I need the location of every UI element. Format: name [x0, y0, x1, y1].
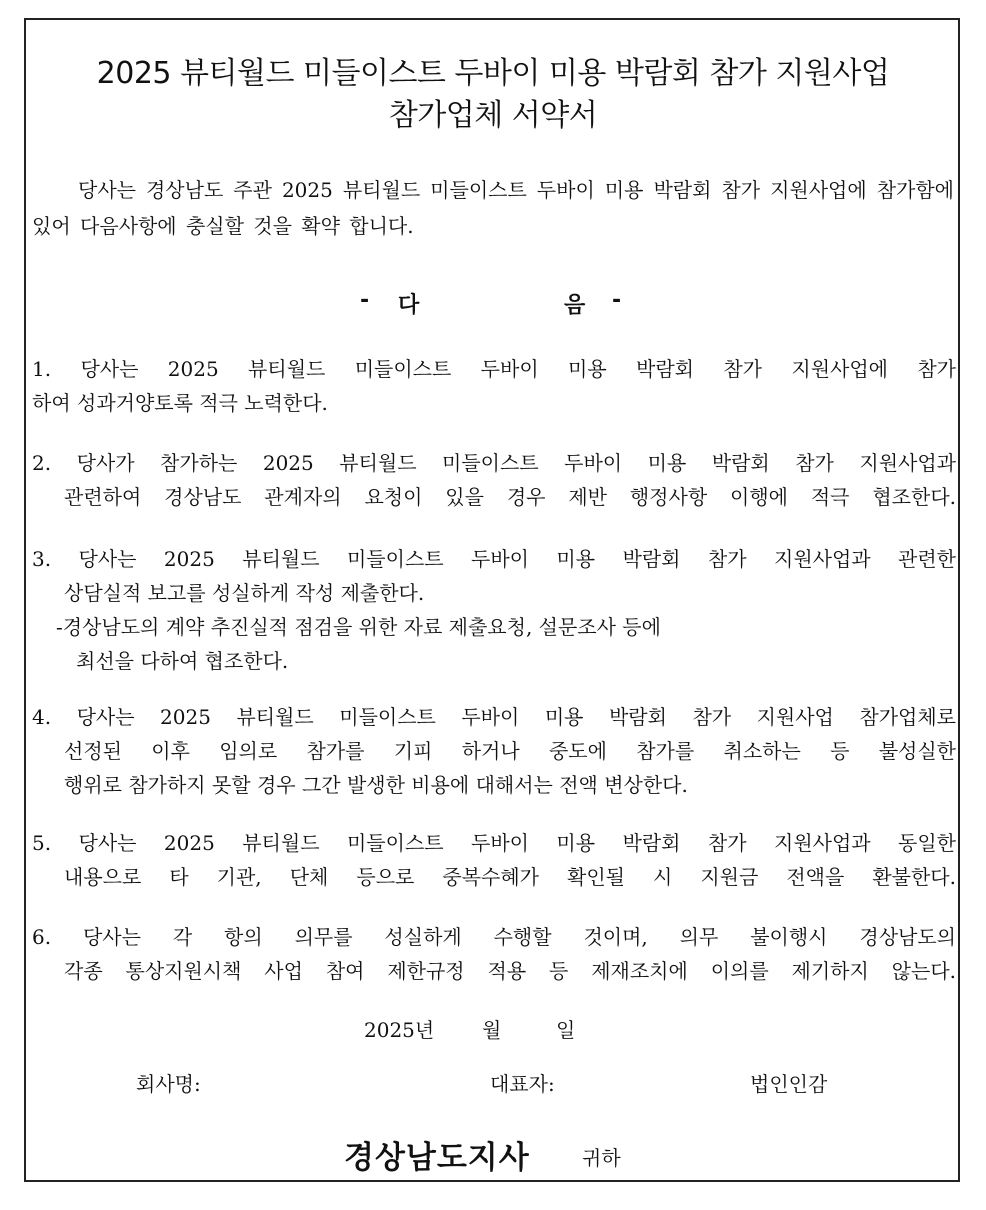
pledge-item-6-line-2: 각종 통상지원시책 사업 참여 제한규정 적용 등 제재조치에 이의를 제기하지 않는다. [64, 959, 956, 983]
heading-char-eum: 음 [564, 293, 586, 318]
pledge-item-6-line-1: 6. 당사는 각 항의 의무를 성실하게 수행할 것이며, 의무 불이행시 경상남도의 [32, 925, 956, 949]
addressee-honorific: 귀하 [582, 1146, 621, 1170]
pledge-item-3-line-3: -경상남도의 계약 추진실적 점검을 위한 자료 제출요청, 설문조사 등에 [56, 615, 661, 639]
pledge-item-1 [32, 352, 956, 420]
addressee-name: 경상남도지사 [344, 1140, 530, 1176]
pledge-item-3-line-2: 상담실적 보고를 성실하게 작성 제출한다. [64, 581, 425, 605]
heading-dash-left: - [360, 288, 370, 313]
pledge-item-3 [32, 542, 956, 678]
date-year: 2025년 [364, 1018, 435, 1042]
pledge-item-4-line-3: 행위로 참가하지 못할 경우 그간 발생한 비용에 대해서는 전액 변상한다. [64, 773, 688, 797]
date-day: 일 [556, 1018, 576, 1042]
pledge-item-5 [32, 826, 956, 894]
pledge-item-4-line-1: 4. 당사는 2025 뷰티월드 미들이스트 두바이 미용 박람회 참가 지원사업 참가업체로 [32, 705, 956, 729]
date-month: 월 [482, 1018, 502, 1042]
pledge-item-3-line-4: 최선을 다하여 협조한다. [76, 649, 289, 673]
pledge-item-5-line-2: 내용으로 타 기관, 단체 등으로 중복수혜가 확인될 시 지원금 전액을 환불한다. [64, 865, 956, 889]
corporate-seal-label: 법인인감 [750, 1072, 828, 1096]
pledge-item-2-line-2: 관련하여 경상남도 관계자의 요청이 있을 경우 제반 행정사항 이행에 적극 협조한다. [64, 485, 956, 509]
pledge-item-2-line-1: 2. 당사가 참가하는 2025 뷰티월드 미들이스트 두바이 미용 박람회 참가 지원사업과 [32, 451, 956, 475]
document-title-line-2: 참가업체 서약서 [388, 98, 598, 133]
pledge-item-1-line-2: 하여 성과거양토록 적극 노력한다. [32, 391, 328, 415]
pledge-item-2 [32, 446, 956, 514]
pledge-item-6 [32, 920, 956, 988]
representative-label: 대표자: [490, 1072, 555, 1096]
heading-char-da: 다 [398, 293, 420, 318]
intro-paragraph: 당사는 경상남도 주관 2025 뷰티월드 미들이스트 두바이 미용 박람회 참가 지원사업에 참가함에 있어 다음사항에 충실할 것을 확약 합니다. [32, 178, 954, 238]
pledge-item-1-line-1: 1. 당사는 2025 뷰티월드 미들이스트 두바이 미용 박람회 참가 지원사업에 참가 [32, 357, 956, 381]
company-name-label: 회사명: [136, 1072, 201, 1096]
document-title-line-1: 2025 뷰티월드 미들이스트 두바이 미용 박람회 참가 지원사업 [96, 56, 890, 91]
pledge-item-5-line-1: 5. 당사는 2025 뷰티월드 미들이스트 두바이 미용 박람회 참가 지원사업과 동일한 [32, 831, 956, 855]
heading-dash-right: - [612, 288, 622, 313]
pledge-item-3-line-1: 3. 당사는 2025 뷰티월드 미들이스트 두바이 미용 박람회 참가 지원사업과 관련한 [32, 547, 956, 571]
pledge-item-4-line-2: 선정된 이후 임의로 참가를 기피 하거나 중도에 참가를 취소하는 등 불성실한 [64, 739, 956, 763]
pledge-item-4 [32, 700, 956, 802]
